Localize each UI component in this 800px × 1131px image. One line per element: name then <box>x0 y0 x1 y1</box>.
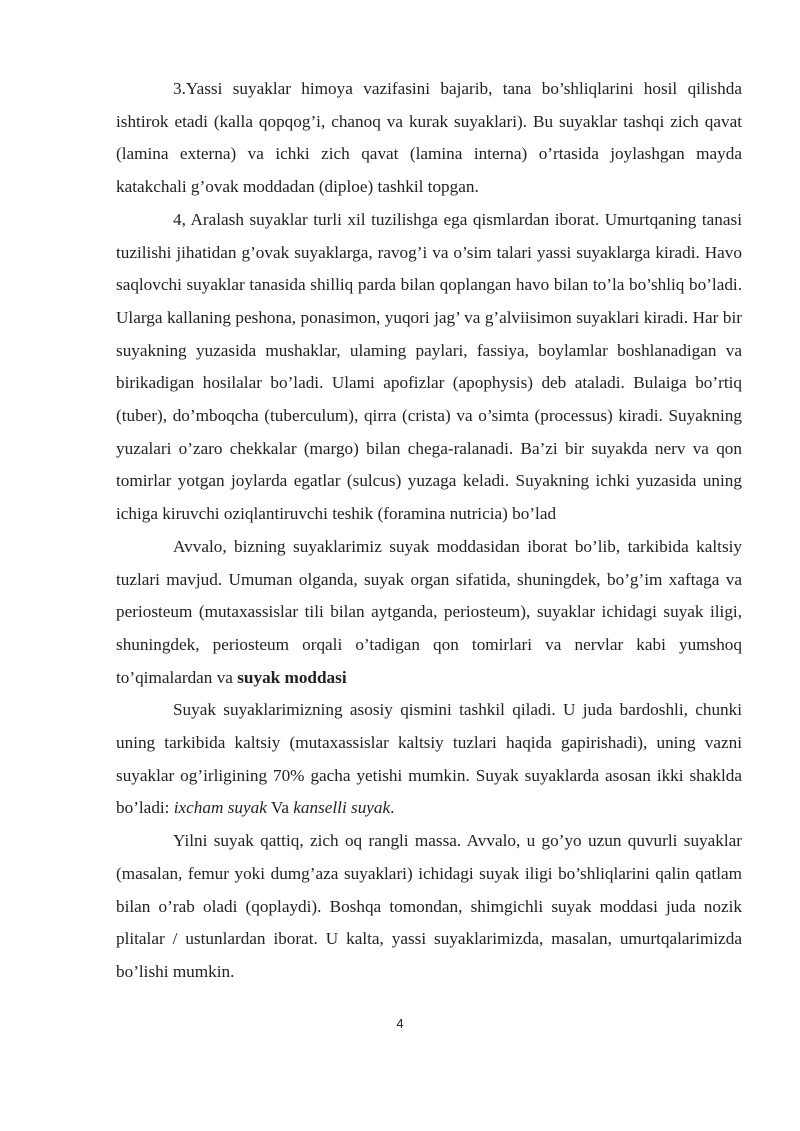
paragraph-mixed-bones: 4, Aralash suyaklar turli xil tuzilishga ega qismlardan iborat. Umurtqaning tanasi tuzilishi jihatidan g’ovak suyaklarga, ravog’i va o’sim talari yassi suyaklarga kiradi. Havo saqlovchi suyaklar tanasida shilliq parda bilan qoplangan havo bilan to’la bo’shliq bo’ladi. Ularga kallaning peshona, ponasimon, yuqori jag’ va g’alviisimon suyaklari kiradi. Har bir suyakning yuzasida mushaklar, ulaming paylari, fassiya, boylamlar boshlanadigan va birikadigan hosilalar bo’ladi. Ulami apofizlar (apophysis) deb ataladi. Bulaiga bo’rtiq (tuber), do’mboqcha (tuberculum), qirra (crista) va o’simta (processus) kiradi. Suyakning yuzalari o’zaro chekkalar (margo) bilan chega-ralanadi. Ba’zi bir suyakda nerv va qon tomirlar yotgan joylarda egatlar (sulcus) yuzaga keladi. Suyakning ichki yuzasida uning ichiga kiruvchi oziqlantiruvchi teshik (foramina nutricia) bo’lad <box>116 209 742 524</box>
conjunction-text: Va <box>266 798 294 818</box>
italic-term-cancellous-bone: kanselli suyak <box>293 798 391 818</box>
paragraph-bone-composition-text: Suyak suyaklarimizning asosiy qismini tashkil qiladi. U juda bardoshli, chunki uning tarkibida kaltsiy (mutaxassislar kaltsiy tuzlari haqida gapirishadi), uning vazni suyaklar og’irligining 70% gacha yetishi mumkin. Suyak suyaklarda asosan ikki shaklda bo’ladi: <box>116 700 742 818</box>
paragraph-flat-bones: 3.Yassi suyaklar himoya vazifasini bajarib, tana bo’shliqlarini hosil qilishda ishtirok etadi (kalla qopqog’i, chanoq va kurak suyaklari). Bu suyaklar tashqi zich qavat (lamina externa) va ichki zich qavat (lamina interna) o’rtasida joylashgan mayda katakchali g’ovak moddadan (diploe) tashkil topgan. <box>116 79 742 197</box>
paragraph-bone-composition <box>116 694 742 825</box>
italic-term-compact-bone: ixcham suyak <box>173 798 267 818</box>
paragraph-bone-substance <box>116 531 742 695</box>
document-body <box>116 73 742 989</box>
bold-term-suyak-moddasi: suyak moddasi <box>237 667 347 687</box>
paragraph-bone-substance-text: Avvalo, bizning suyaklarimiz suyak moddasidan iborat bo’lib, tarkibida kaltsiy tuzlari mavjud. Umuman olganda, suyak organ sifatida, shuningdek, bo’g’im xaftaga va periosteum (mutaxassislar tili bilan aytganda, periosteum), suyaklar ichidagi suyak iligi, shuningdek, periosteum orqali o’tadigan qon tomirlari va nervlar kabi yumshoq to’qimalardan va <box>116 536 742 687</box>
sentence-end: . <box>390 798 395 818</box>
paragraph-compact-bone: Yilni suyak qattiq, zich oq rangli massa. Avvalo, u go’yo uzun quvurli suyaklar (masalan, femur yoki dumg’aza suyaklari) ichidagi suyak iligi bo’shliqlarini qalin qatlam bilan o’rab oladi (qoplaydi). Boshqa tomondan, shimgichli suyak moddasi juda nozik plitalar / ustunlardan iborat. U kalta, yassi suyaklarimizda, masalan, umurtqalarimizda bo’lishi mumkin. <box>116 831 742 981</box>
page-number: 4 <box>396 1016 404 1031</box>
